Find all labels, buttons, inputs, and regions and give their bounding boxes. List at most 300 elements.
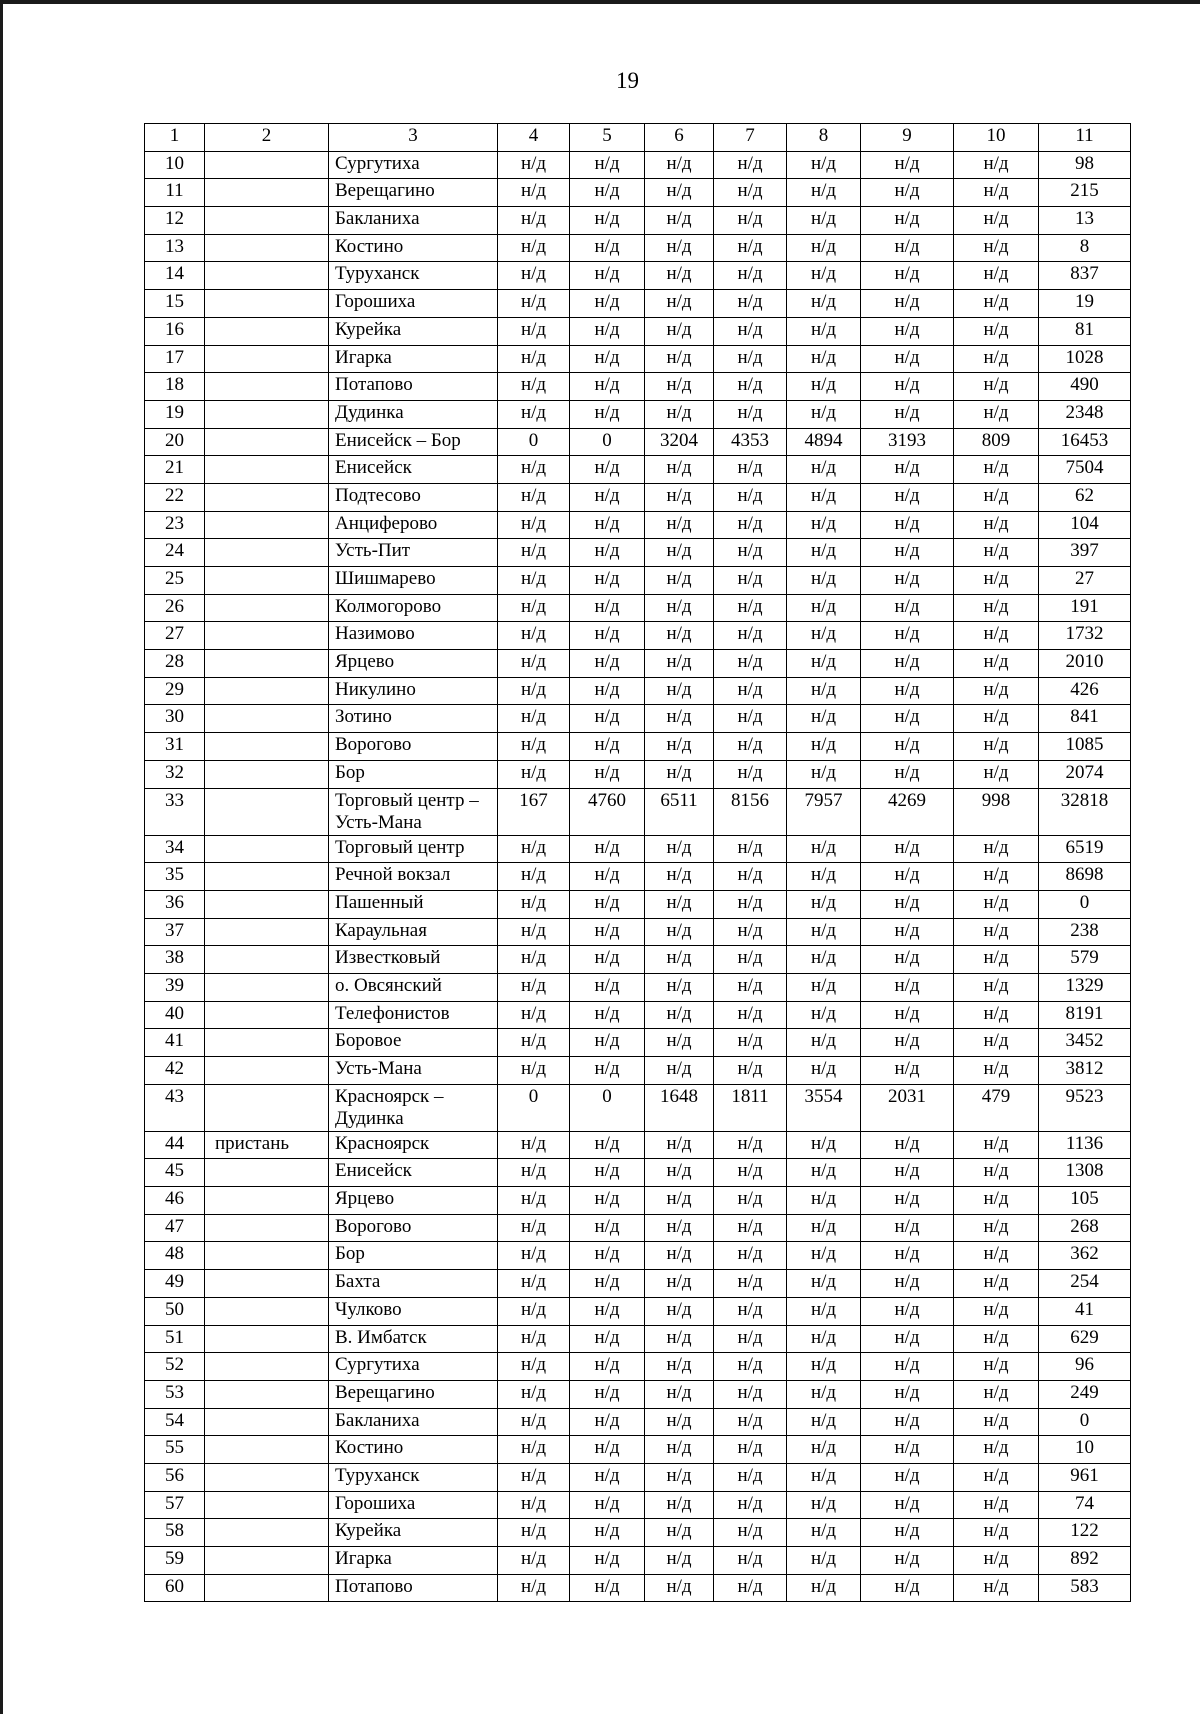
total-col-11-cell: 2348 bbox=[1039, 400, 1131, 428]
value-col-6-cell: н/д bbox=[645, 1408, 714, 1436]
row-number-cell: 32 bbox=[145, 760, 205, 788]
table-row bbox=[145, 1084, 1131, 1131]
value-col-9-cell: н/д bbox=[861, 567, 954, 595]
value-col-8-cell: н/д bbox=[787, 1325, 861, 1353]
value-col-9-cell: н/д bbox=[861, 511, 954, 539]
value-col-4-cell: н/д bbox=[498, 400, 570, 428]
total-col-11-cell: 2074 bbox=[1039, 760, 1131, 788]
location-name-cell: Костино bbox=[329, 1436, 498, 1464]
header-cell: 11 bbox=[1039, 124, 1131, 152]
total-col-11-cell: 8698 bbox=[1039, 863, 1131, 891]
value-col-5-cell: 0 bbox=[570, 1084, 645, 1131]
value-col-7-cell: н/д bbox=[714, 345, 787, 373]
value-col-5-cell: н/д bbox=[570, 733, 645, 761]
value-col-7-cell: н/д bbox=[714, 677, 787, 705]
location-name-cell: Туруханск bbox=[329, 1463, 498, 1491]
total-col-11-cell: 105 bbox=[1039, 1187, 1131, 1215]
value-col-7-cell: н/д bbox=[714, 650, 787, 678]
row-number-cell: 48 bbox=[145, 1242, 205, 1270]
location-name-cell: Караульная bbox=[329, 918, 498, 946]
value-col-5-cell: н/д bbox=[570, 760, 645, 788]
row-number-cell: 56 bbox=[145, 1463, 205, 1491]
value-col-4-cell: н/д bbox=[498, 456, 570, 484]
value-col-9-cell: н/д bbox=[861, 1463, 954, 1491]
row-number-cell: 59 bbox=[145, 1547, 205, 1575]
value-col-5-cell: н/д bbox=[570, 1270, 645, 1298]
value-col-9-cell: н/д bbox=[861, 1380, 954, 1408]
row-number-cell: 16 bbox=[145, 317, 205, 345]
table-row bbox=[145, 890, 1131, 918]
value-col-9-cell: н/д bbox=[861, 456, 954, 484]
value-col-7-cell: н/д bbox=[714, 1242, 787, 1270]
row-number-cell: 29 bbox=[145, 677, 205, 705]
object-type-cell bbox=[205, 890, 329, 918]
object-type-cell bbox=[205, 733, 329, 761]
location-name-cell: Туруханск bbox=[329, 262, 498, 290]
value-col-8-cell: н/д bbox=[787, 317, 861, 345]
value-col-8-cell: н/д bbox=[787, 946, 861, 974]
object-type-cell bbox=[205, 946, 329, 974]
value-col-6-cell: н/д bbox=[645, 835, 714, 863]
table-row bbox=[145, 1187, 1131, 1215]
value-col-5-cell: н/д bbox=[570, 1297, 645, 1325]
row-number-cell: 23 bbox=[145, 511, 205, 539]
location-name-cell: Курейка bbox=[329, 1519, 498, 1547]
value-col-10-cell: н/д bbox=[954, 1187, 1039, 1215]
value-col-7-cell: 1811 bbox=[714, 1084, 787, 1131]
value-col-7-cell: н/д bbox=[714, 1057, 787, 1085]
total-col-11-cell: 62 bbox=[1039, 483, 1131, 511]
value-col-7-cell: н/д bbox=[714, 151, 787, 179]
location-name-cell: Зотино bbox=[329, 705, 498, 733]
value-col-9-cell: н/д bbox=[861, 1001, 954, 1029]
value-col-10-cell: н/д bbox=[954, 234, 1039, 262]
row-number-cell: 33 bbox=[145, 788, 205, 835]
value-col-5-cell: н/д bbox=[570, 1491, 645, 1519]
total-col-11-cell: 41 bbox=[1039, 1297, 1131, 1325]
value-col-7-cell: н/д bbox=[714, 456, 787, 484]
location-name-cell: Бор bbox=[329, 760, 498, 788]
value-col-9-cell: н/д bbox=[861, 1057, 954, 1085]
total-col-11-cell: 191 bbox=[1039, 594, 1131, 622]
row-number-cell: 44 bbox=[145, 1131, 205, 1159]
value-col-6-cell: н/д bbox=[645, 973, 714, 1001]
value-col-4-cell: н/д bbox=[498, 151, 570, 179]
value-col-6-cell: н/д bbox=[645, 1574, 714, 1602]
value-col-4-cell: н/д bbox=[498, 539, 570, 567]
total-col-11-cell: 1329 bbox=[1039, 973, 1131, 1001]
value-col-7-cell: н/д bbox=[714, 1001, 787, 1029]
value-col-6-cell: н/д bbox=[645, 207, 714, 235]
value-col-5-cell: н/д bbox=[570, 345, 645, 373]
value-col-7-cell: н/д bbox=[714, 1519, 787, 1547]
value-col-7-cell: н/д bbox=[714, 890, 787, 918]
table-row bbox=[145, 788, 1131, 835]
value-col-6-cell: н/д bbox=[645, 179, 714, 207]
value-col-7-cell: н/д bbox=[714, 262, 787, 290]
value-col-9-cell: н/д bbox=[861, 705, 954, 733]
row-number-cell: 24 bbox=[145, 539, 205, 567]
total-col-11-cell: 254 bbox=[1039, 1270, 1131, 1298]
row-number-cell: 36 bbox=[145, 890, 205, 918]
row-number-cell: 19 bbox=[145, 400, 205, 428]
total-col-11-cell: 1085 bbox=[1039, 733, 1131, 761]
total-col-11-cell: 215 bbox=[1039, 179, 1131, 207]
total-col-11-cell: 249 bbox=[1039, 1380, 1131, 1408]
location-name-cell: Пашенный bbox=[329, 890, 498, 918]
header-cell: 7 bbox=[714, 124, 787, 152]
value-col-10-cell: н/д bbox=[954, 705, 1039, 733]
location-name-cell: Бакланиха bbox=[329, 1408, 498, 1436]
value-col-4-cell: 167 bbox=[498, 788, 570, 835]
value-col-4-cell: 0 bbox=[498, 1084, 570, 1131]
table-row bbox=[145, 290, 1131, 318]
value-col-8-cell: н/д bbox=[787, 1214, 861, 1242]
value-col-9-cell: н/д bbox=[861, 650, 954, 678]
value-col-9-cell: н/д bbox=[861, 400, 954, 428]
value-col-5-cell: н/д bbox=[570, 1057, 645, 1085]
total-col-11-cell: 10 bbox=[1039, 1436, 1131, 1464]
value-col-4-cell: н/д bbox=[498, 760, 570, 788]
value-col-9-cell: н/д bbox=[861, 890, 954, 918]
value-col-4-cell: н/д bbox=[498, 1463, 570, 1491]
location-name-cell: Верещагино bbox=[329, 179, 498, 207]
value-col-5-cell: н/д bbox=[570, 650, 645, 678]
total-col-11-cell: 9523 bbox=[1039, 1084, 1131, 1131]
total-col-11-cell: 27 bbox=[1039, 567, 1131, 595]
row-number-cell: 58 bbox=[145, 1519, 205, 1547]
value-col-9-cell: н/д bbox=[861, 1436, 954, 1464]
value-col-9-cell: н/д bbox=[861, 946, 954, 974]
value-col-8-cell: н/д bbox=[787, 1353, 861, 1381]
table-row bbox=[145, 1519, 1131, 1547]
value-col-9-cell: н/д bbox=[861, 733, 954, 761]
value-col-6-cell: н/д bbox=[645, 1029, 714, 1057]
value-col-5-cell: н/д bbox=[570, 835, 645, 863]
value-col-5-cell: н/д bbox=[570, 705, 645, 733]
table-row bbox=[145, 1270, 1131, 1298]
total-col-11-cell: 7504 bbox=[1039, 456, 1131, 484]
value-col-10-cell: н/д bbox=[954, 1380, 1039, 1408]
value-col-6-cell: н/д bbox=[645, 317, 714, 345]
table-row bbox=[145, 1057, 1131, 1085]
value-col-5-cell: н/д bbox=[570, 622, 645, 650]
row-number-cell: 42 bbox=[145, 1057, 205, 1085]
value-col-9-cell: н/д bbox=[861, 483, 954, 511]
location-name-cell: Торговый центр bbox=[329, 835, 498, 863]
value-col-4-cell: н/д bbox=[498, 1214, 570, 1242]
value-col-10-cell: н/д bbox=[954, 290, 1039, 318]
value-col-6-cell: н/д bbox=[645, 483, 714, 511]
value-col-5-cell: н/д bbox=[570, 207, 645, 235]
table-row bbox=[145, 677, 1131, 705]
value-col-5-cell: н/д bbox=[570, 890, 645, 918]
value-col-5-cell: н/д bbox=[570, 567, 645, 595]
value-col-8-cell: н/д bbox=[787, 677, 861, 705]
table-header-row bbox=[145, 124, 1131, 152]
value-col-4-cell: н/д bbox=[498, 1574, 570, 1602]
value-col-8-cell: н/д bbox=[787, 1491, 861, 1519]
location-name-cell: Назимово bbox=[329, 622, 498, 650]
location-name-cell: Боровое bbox=[329, 1029, 498, 1057]
value-col-6-cell: н/д bbox=[645, 677, 714, 705]
value-col-8-cell: н/д bbox=[787, 1057, 861, 1085]
location-name-cell: Ярцево bbox=[329, 650, 498, 678]
value-col-8-cell: н/д bbox=[787, 1436, 861, 1464]
total-col-11-cell: 0 bbox=[1039, 890, 1131, 918]
value-col-9-cell: н/д bbox=[861, 1547, 954, 1575]
value-col-4-cell: н/д bbox=[498, 973, 570, 1001]
value-col-4-cell: 0 bbox=[498, 428, 570, 456]
object-type-cell bbox=[205, 1242, 329, 1270]
table-row bbox=[145, 1159, 1131, 1187]
object-type-cell bbox=[205, 1159, 329, 1187]
value-col-4-cell: н/д bbox=[498, 262, 570, 290]
object-type-cell bbox=[205, 151, 329, 179]
value-col-9-cell: н/д bbox=[861, 1029, 954, 1057]
object-type-cell bbox=[205, 1436, 329, 1464]
object-type-cell bbox=[205, 1547, 329, 1575]
value-col-9-cell: н/д bbox=[861, 539, 954, 567]
table-row bbox=[145, 622, 1131, 650]
total-col-11-cell: 74 bbox=[1039, 1491, 1131, 1519]
value-col-5-cell: н/д bbox=[570, 1325, 645, 1353]
value-col-5-cell: н/д bbox=[570, 946, 645, 974]
value-col-7-cell: н/д bbox=[714, 1463, 787, 1491]
value-col-5-cell: н/д bbox=[570, 539, 645, 567]
value-col-9-cell: 3193 bbox=[861, 428, 954, 456]
value-col-8-cell: н/д bbox=[787, 760, 861, 788]
value-col-8-cell: н/д bbox=[787, 1187, 861, 1215]
value-col-6-cell: н/д bbox=[645, 539, 714, 567]
value-col-4-cell: н/д bbox=[498, 1131, 570, 1159]
row-number-cell: 14 bbox=[145, 262, 205, 290]
value-col-9-cell: н/д bbox=[861, 179, 954, 207]
value-col-4-cell: н/д bbox=[498, 1001, 570, 1029]
value-col-6-cell: н/д bbox=[645, 760, 714, 788]
table-row bbox=[145, 650, 1131, 678]
location-name-cell: Дудинка bbox=[329, 400, 498, 428]
total-col-11-cell: 1732 bbox=[1039, 622, 1131, 650]
table-row bbox=[145, 151, 1131, 179]
location-name-cell: Сургутиха bbox=[329, 1353, 498, 1381]
location-name-cell: Енисейск bbox=[329, 1159, 498, 1187]
location-name-cell: Никулино bbox=[329, 677, 498, 705]
value-col-8-cell: н/д bbox=[787, 1131, 861, 1159]
value-col-9-cell: н/д bbox=[861, 1187, 954, 1215]
value-col-8-cell: н/д bbox=[787, 234, 861, 262]
value-col-6-cell: н/д bbox=[645, 1159, 714, 1187]
object-type-cell bbox=[205, 1214, 329, 1242]
value-col-7-cell: н/д bbox=[714, 1270, 787, 1298]
value-col-7-cell: 4353 bbox=[714, 428, 787, 456]
value-col-5-cell: н/д bbox=[570, 1131, 645, 1159]
value-col-10-cell: н/д bbox=[954, 918, 1039, 946]
value-col-4-cell: н/д bbox=[498, 1353, 570, 1381]
row-number-cell: 45 bbox=[145, 1159, 205, 1187]
total-col-11-cell: 362 bbox=[1039, 1242, 1131, 1270]
value-col-8-cell: н/д bbox=[787, 207, 861, 235]
object-type-cell bbox=[205, 539, 329, 567]
value-col-9-cell: н/д bbox=[861, 1408, 954, 1436]
object-type-cell bbox=[205, 373, 329, 401]
value-col-6-cell: н/д bbox=[645, 1325, 714, 1353]
row-number-cell: 10 bbox=[145, 151, 205, 179]
value-col-9-cell: н/д bbox=[861, 1325, 954, 1353]
value-col-10-cell: 809 bbox=[954, 428, 1039, 456]
location-name-cell: Красноярск bbox=[329, 1131, 498, 1159]
location-name-cell: Шишмарево bbox=[329, 567, 498, 595]
value-col-10-cell: н/д bbox=[954, 1270, 1039, 1298]
total-col-11-cell: 583 bbox=[1039, 1574, 1131, 1602]
object-type-cell bbox=[205, 207, 329, 235]
data-table bbox=[144, 123, 1131, 1602]
value-col-10-cell: н/д bbox=[954, 511, 1039, 539]
total-col-11-cell: 96 bbox=[1039, 1353, 1131, 1381]
table-row bbox=[145, 483, 1131, 511]
object-type-cell bbox=[205, 317, 329, 345]
value-col-8-cell: н/д bbox=[787, 1463, 861, 1491]
value-col-8-cell: н/д bbox=[787, 890, 861, 918]
scan-border-top bbox=[0, 0, 1200, 4]
value-col-6-cell: н/д bbox=[645, 705, 714, 733]
total-col-11-cell: 32818 bbox=[1039, 788, 1131, 835]
value-col-7-cell: н/д bbox=[714, 733, 787, 761]
value-col-8-cell: н/д bbox=[787, 567, 861, 595]
table-row bbox=[145, 567, 1131, 595]
value-col-8-cell: н/д bbox=[787, 1380, 861, 1408]
value-col-7-cell: н/д bbox=[714, 594, 787, 622]
value-col-7-cell: н/д bbox=[714, 567, 787, 595]
value-col-8-cell: н/д bbox=[787, 918, 861, 946]
value-col-5-cell: н/д bbox=[570, 1001, 645, 1029]
object-type-cell bbox=[205, 705, 329, 733]
object-type-cell: пристань bbox=[205, 1131, 329, 1159]
value-col-8-cell: н/д bbox=[787, 539, 861, 567]
value-col-10-cell: н/д bbox=[954, 1242, 1039, 1270]
value-col-7-cell: н/д bbox=[714, 946, 787, 974]
value-col-9-cell: н/д bbox=[861, 1159, 954, 1187]
value-col-9-cell: н/д bbox=[861, 262, 954, 290]
value-col-7-cell: 8156 bbox=[714, 788, 787, 835]
page-number: 19 bbox=[616, 68, 639, 93]
object-type-cell bbox=[205, 1001, 329, 1029]
value-col-7-cell: н/д bbox=[714, 863, 787, 891]
value-col-6-cell: н/д bbox=[645, 594, 714, 622]
value-col-10-cell: н/д bbox=[954, 1131, 1039, 1159]
location-name-cell: Енисейск bbox=[329, 456, 498, 484]
value-col-8-cell: н/д bbox=[787, 835, 861, 863]
value-col-7-cell: н/д bbox=[714, 207, 787, 235]
value-col-10-cell: н/д bbox=[954, 1408, 1039, 1436]
row-number-cell: 60 bbox=[145, 1574, 205, 1602]
object-type-cell bbox=[205, 456, 329, 484]
value-col-8-cell: н/д bbox=[787, 1270, 861, 1298]
value-col-4-cell: н/д bbox=[498, 567, 570, 595]
object-type-cell bbox=[205, 428, 329, 456]
row-number-cell: 20 bbox=[145, 428, 205, 456]
value-col-8-cell: н/д bbox=[787, 1159, 861, 1187]
value-col-10-cell: н/д bbox=[954, 650, 1039, 678]
value-col-4-cell: н/д bbox=[498, 1187, 570, 1215]
total-col-11-cell: 13 bbox=[1039, 207, 1131, 235]
value-col-5-cell: н/д bbox=[570, 1353, 645, 1381]
value-col-5-cell: н/д bbox=[570, 1574, 645, 1602]
value-col-9-cell: н/д bbox=[861, 1270, 954, 1298]
table-row bbox=[145, 400, 1131, 428]
value-col-4-cell: н/д bbox=[498, 1029, 570, 1057]
value-col-9-cell: н/д bbox=[861, 973, 954, 1001]
value-col-8-cell: н/д bbox=[787, 179, 861, 207]
value-col-4-cell: н/д bbox=[498, 1491, 570, 1519]
total-col-11-cell: 892 bbox=[1039, 1547, 1131, 1575]
value-col-6-cell: н/д bbox=[645, 1214, 714, 1242]
value-col-4-cell: н/д bbox=[498, 946, 570, 974]
location-name-cell: Бахта bbox=[329, 1270, 498, 1298]
value-col-6-cell: н/д bbox=[645, 863, 714, 891]
object-type-cell bbox=[205, 1491, 329, 1519]
row-number-cell: 35 bbox=[145, 863, 205, 891]
value-col-8-cell: 3554 bbox=[787, 1084, 861, 1131]
value-col-5-cell: н/д bbox=[570, 918, 645, 946]
value-col-7-cell: н/д bbox=[714, 1131, 787, 1159]
object-type-cell bbox=[205, 1463, 329, 1491]
value-col-4-cell: н/д bbox=[498, 1408, 570, 1436]
location-name-cell: В. Имбатск bbox=[329, 1325, 498, 1353]
value-col-10-cell: н/д bbox=[954, 1519, 1039, 1547]
table-row bbox=[145, 733, 1131, 761]
location-name-cell: Потапово bbox=[329, 1574, 498, 1602]
row-number-cell: 28 bbox=[145, 650, 205, 678]
value-col-8-cell: н/д bbox=[787, 373, 861, 401]
value-col-10-cell: н/д bbox=[954, 345, 1039, 373]
value-col-7-cell: н/д bbox=[714, 317, 787, 345]
value-col-10-cell: н/д bbox=[954, 1214, 1039, 1242]
total-col-11-cell: 426 bbox=[1039, 677, 1131, 705]
location-name-cell: Речной вокзал bbox=[329, 863, 498, 891]
row-number-cell: 38 bbox=[145, 946, 205, 974]
value-col-9-cell: н/д bbox=[861, 1214, 954, 1242]
value-col-7-cell: н/д bbox=[714, 1380, 787, 1408]
value-col-4-cell: н/д bbox=[498, 290, 570, 318]
value-col-6-cell: н/д bbox=[645, 373, 714, 401]
value-col-4-cell: н/д bbox=[498, 1242, 570, 1270]
value-col-6-cell: 1648 bbox=[645, 1084, 714, 1131]
value-col-4-cell: н/д bbox=[498, 705, 570, 733]
value-col-9-cell: н/д bbox=[861, 835, 954, 863]
value-col-4-cell: н/д bbox=[498, 863, 570, 891]
value-col-10-cell: 479 bbox=[954, 1084, 1039, 1131]
object-type-cell bbox=[205, 650, 329, 678]
value-col-6-cell: н/д bbox=[645, 1242, 714, 1270]
value-col-7-cell: н/д bbox=[714, 918, 787, 946]
value-col-9-cell: н/д bbox=[861, 677, 954, 705]
value-col-10-cell: н/д bbox=[954, 317, 1039, 345]
value-col-4-cell: н/д bbox=[498, 234, 570, 262]
value-col-7-cell: н/д bbox=[714, 1297, 787, 1325]
table-row bbox=[145, 179, 1131, 207]
row-number-cell: 11 bbox=[145, 179, 205, 207]
total-col-11-cell: 2010 bbox=[1039, 650, 1131, 678]
value-col-9-cell: н/д bbox=[861, 1297, 954, 1325]
object-type-cell bbox=[205, 1029, 329, 1057]
value-col-10-cell: н/д bbox=[954, 973, 1039, 1001]
value-col-8-cell: н/д bbox=[787, 400, 861, 428]
value-col-5-cell: н/д bbox=[570, 1547, 645, 1575]
value-col-6-cell: н/д bbox=[645, 1463, 714, 1491]
location-name-cell: Усть-Мана bbox=[329, 1057, 498, 1085]
value-col-4-cell: н/д bbox=[498, 1519, 570, 1547]
